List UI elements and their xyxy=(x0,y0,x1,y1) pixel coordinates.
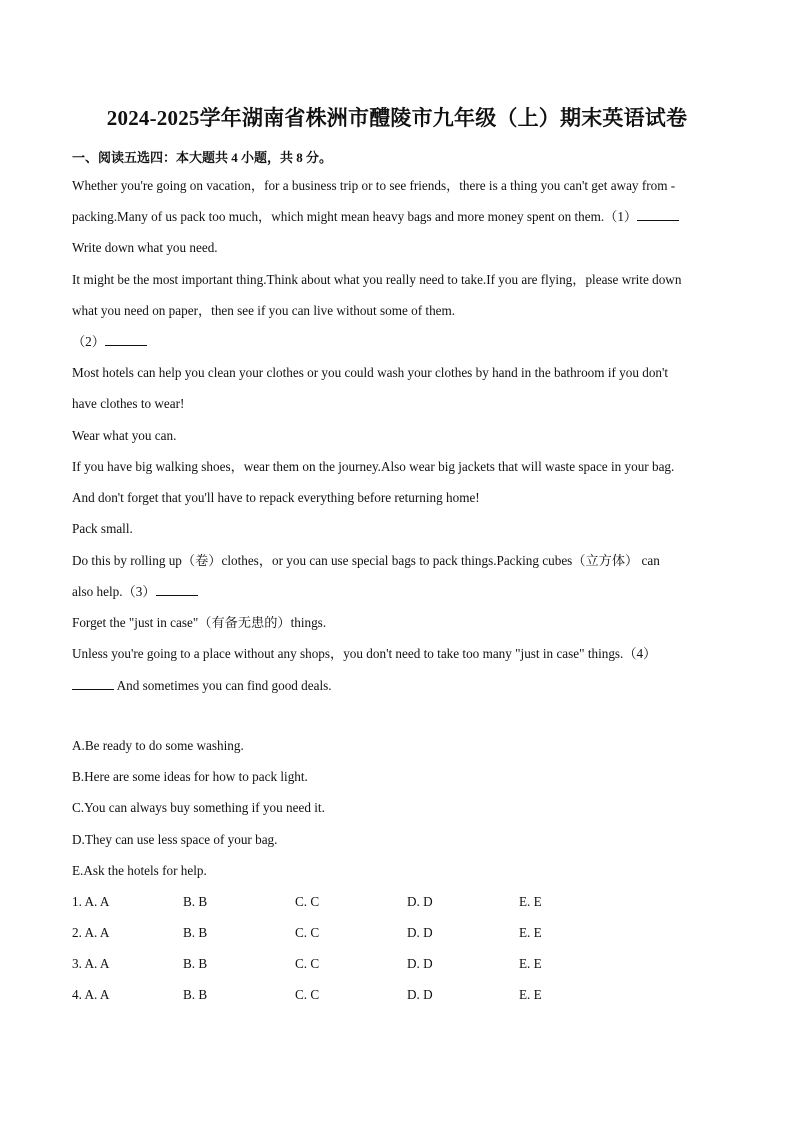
passage-line-14 xyxy=(72,576,732,607)
option-d: D.They can use less space of your bag. xyxy=(72,832,278,847)
option-e: E.Ask the hotels for help. xyxy=(72,863,207,878)
passage-text: It might be the most important thing.Think about what you really need to take.If you are flying，please write down xyxy=(72,272,682,287)
passage-text: And don't forget that you'll have to repack everything before returning home! xyxy=(72,490,480,505)
passage-text: Unless you're going to a place without any shops，you don't need to take too many "just in case" things.（4） xyxy=(72,646,657,661)
passage-text: Forget the "just in case"（有备无患的）things. xyxy=(72,615,327,630)
choice-d[interactable]: D. D xyxy=(407,956,433,971)
answer-blank-2[interactable] xyxy=(105,333,147,346)
option-c: C.You can always buy something if you need it. xyxy=(72,800,325,815)
passage-line-6 xyxy=(72,326,732,357)
choice-e[interactable]: E. E xyxy=(519,956,542,971)
choice-c[interactable]: C. C xyxy=(295,894,320,909)
choice-d[interactable]: D. D xyxy=(407,894,433,909)
choice-a[interactable]: 1. A. A xyxy=(72,894,110,909)
section-heading: 一、阅读五选四：本大题共 4 小题，共 8 分。 xyxy=(72,150,333,165)
passage-line-15 xyxy=(72,607,732,638)
passage-line-12 xyxy=(72,513,732,544)
passage-line-7 xyxy=(72,357,732,388)
passage-text: Most hotels can help you clean your clothes or you could wash your clothes by hand in the bathroom if you don't xyxy=(72,365,669,380)
answer-blank-3[interactable] xyxy=(156,583,198,596)
option-a: A.Be ready to do some washing. xyxy=(72,738,244,753)
passage-line-4 xyxy=(72,264,732,295)
passage-text: （2） xyxy=(72,334,105,349)
passage-line-17 xyxy=(72,670,732,701)
option-b: B.Here are some ideas for how to pack light. xyxy=(72,769,308,784)
passage-line-2 xyxy=(72,201,732,232)
choice-e[interactable]: E. E xyxy=(519,894,542,909)
choice-b[interactable]: B. B xyxy=(183,987,208,1002)
answer-blank-1[interactable] xyxy=(637,208,679,221)
passage-line-3 xyxy=(72,232,732,263)
passage-text: packing.Many of us pack too much，which might mean heavy bags and more money spent on them.（1） xyxy=(72,209,638,224)
passage-line-5 xyxy=(72,295,732,326)
passage-text: what you need on paper，then see if you can live without some of them. xyxy=(72,303,456,318)
passage-line-1 xyxy=(72,170,732,201)
choice-b[interactable]: B. B xyxy=(183,925,208,940)
choice-d[interactable]: D. D xyxy=(407,987,433,1002)
question-row-1 xyxy=(72,894,632,914)
passage-text: Wear what you can. xyxy=(72,428,177,443)
answer-blank-4[interactable] xyxy=(72,677,114,690)
passage-line-13 xyxy=(72,545,732,576)
passage-line-10 xyxy=(72,451,732,482)
question-row-2 xyxy=(72,925,632,945)
passage-text: And sometimes you can find good deals. xyxy=(116,678,332,693)
choice-c[interactable]: C. C xyxy=(295,956,320,971)
choice-a[interactable]: 2. A. A xyxy=(72,925,110,940)
choice-b[interactable]: B. B xyxy=(183,956,208,971)
question-row-4 xyxy=(72,987,632,1007)
choice-a[interactable]: 4. A. A xyxy=(72,987,110,1002)
choice-e[interactable]: E. E xyxy=(519,987,542,1002)
passage-line-16 xyxy=(72,638,732,669)
choice-e[interactable]: E. E xyxy=(519,925,542,940)
passage-text: If you have big walking shoes，wear them on the journey.Also wear big jackets that will waste space in your bag. xyxy=(72,459,675,474)
passage-line-8 xyxy=(72,388,732,419)
passage-line-11 xyxy=(72,482,732,513)
choice-c[interactable]: C. C xyxy=(295,987,320,1002)
choice-d[interactable]: D. D xyxy=(407,925,433,940)
choice-a[interactable]: 3. A. A xyxy=(72,956,110,971)
choice-b[interactable]: B. B xyxy=(183,894,208,909)
passage-text: also help.（3） xyxy=(72,584,156,599)
choice-c[interactable]: C. C xyxy=(295,925,320,940)
passage-text: Do this by rolling up（卷）clothes，or you can use special bags to pack things.Packing cubes（立方体） can xyxy=(72,553,660,568)
question-row-3 xyxy=(72,956,632,976)
passage-text: Whether you're going on vacation，for a business trip or to see friends，there is a thing you can't get away from - xyxy=(72,178,676,193)
passage-text: Write down what you need. xyxy=(72,240,218,255)
passage-text: have clothes to wear! xyxy=(72,396,185,411)
passage-text: Pack small. xyxy=(72,521,133,536)
exam-title: 2024-2025学年湖南省株洲市醴陵市九年级（上）期末英语试卷 xyxy=(106,106,688,130)
passage-line-9 xyxy=(72,420,732,451)
